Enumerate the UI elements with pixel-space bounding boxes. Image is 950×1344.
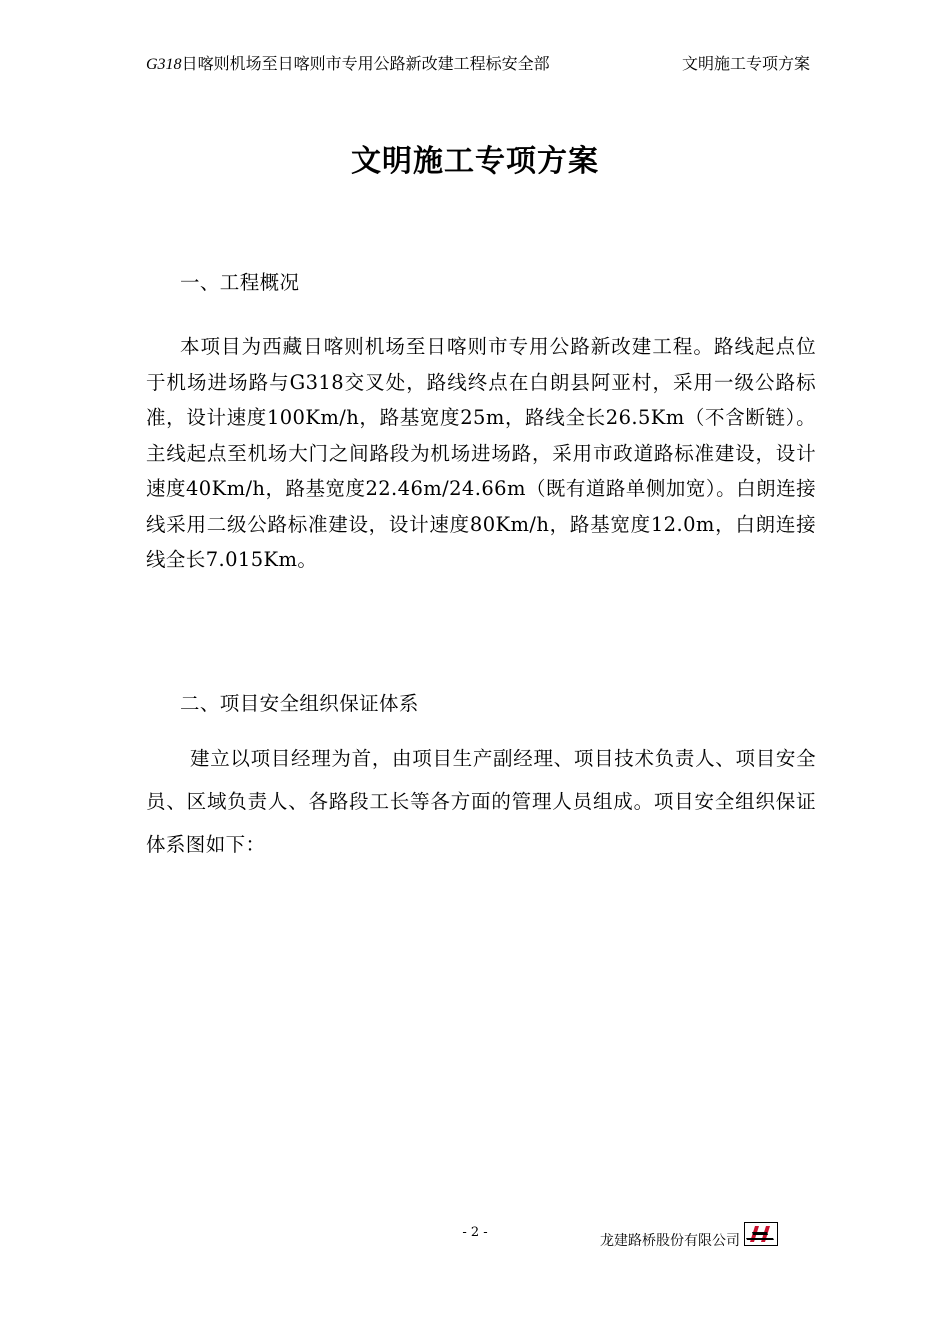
section-paragraph-overview: 本项目为西藏日喀则机场至日喀则市专用公路新改建工程。路线起点位于机场进场路与G318交叉处，路线终点在白朗县阿亚村，采用一级公路标准，设计速度100Km/h，路基宽度25m，路线全长26.5Km（不含断链）。主线起点至机场大门之间路段为机场进场路，采用市政道路标准建设，设计速度40Km/h，路基宽度22.46m/24.66m（既有道路单侧加宽）。白朗连接线采用二级公路标准建设，设计速度80Km/h，路基宽度12.0m，白朗连接线全长7.015Km。 [146, 335, 816, 571]
page-header [146, 52, 810, 76]
footer-company-name: 龙建路桥股份有限公司 [600, 1233, 740, 1249]
header-project-name [146, 52, 550, 77]
header-project-text: 日喀则机场至日喀则市专用公路新改建工程标安全部 [181, 54, 550, 73]
header-divider [146, 82, 810, 83]
section-paragraph-safety-organization: 建立以项目经理为首，由项目生产副经理、项目技术负责人、项目安全员、区域负责人、各路段工长等各方面的管理人员组成。项目安全组织保证体系图如下： [146, 747, 816, 856]
document-title: 文明施工专项方案 [351, 144, 599, 179]
header-document-name: 文明施工专项方案 [681, 54, 810, 73]
section-heading-safety-organization: 二、项目安全组织保证体系 [180, 692, 419, 715]
section-heading-overview: 一、工程概况 [180, 271, 300, 294]
header-route-code: G318 [146, 56, 182, 73]
company-logo-icon [744, 1222, 778, 1246]
page-number: - 2 - [462, 1225, 488, 1240]
